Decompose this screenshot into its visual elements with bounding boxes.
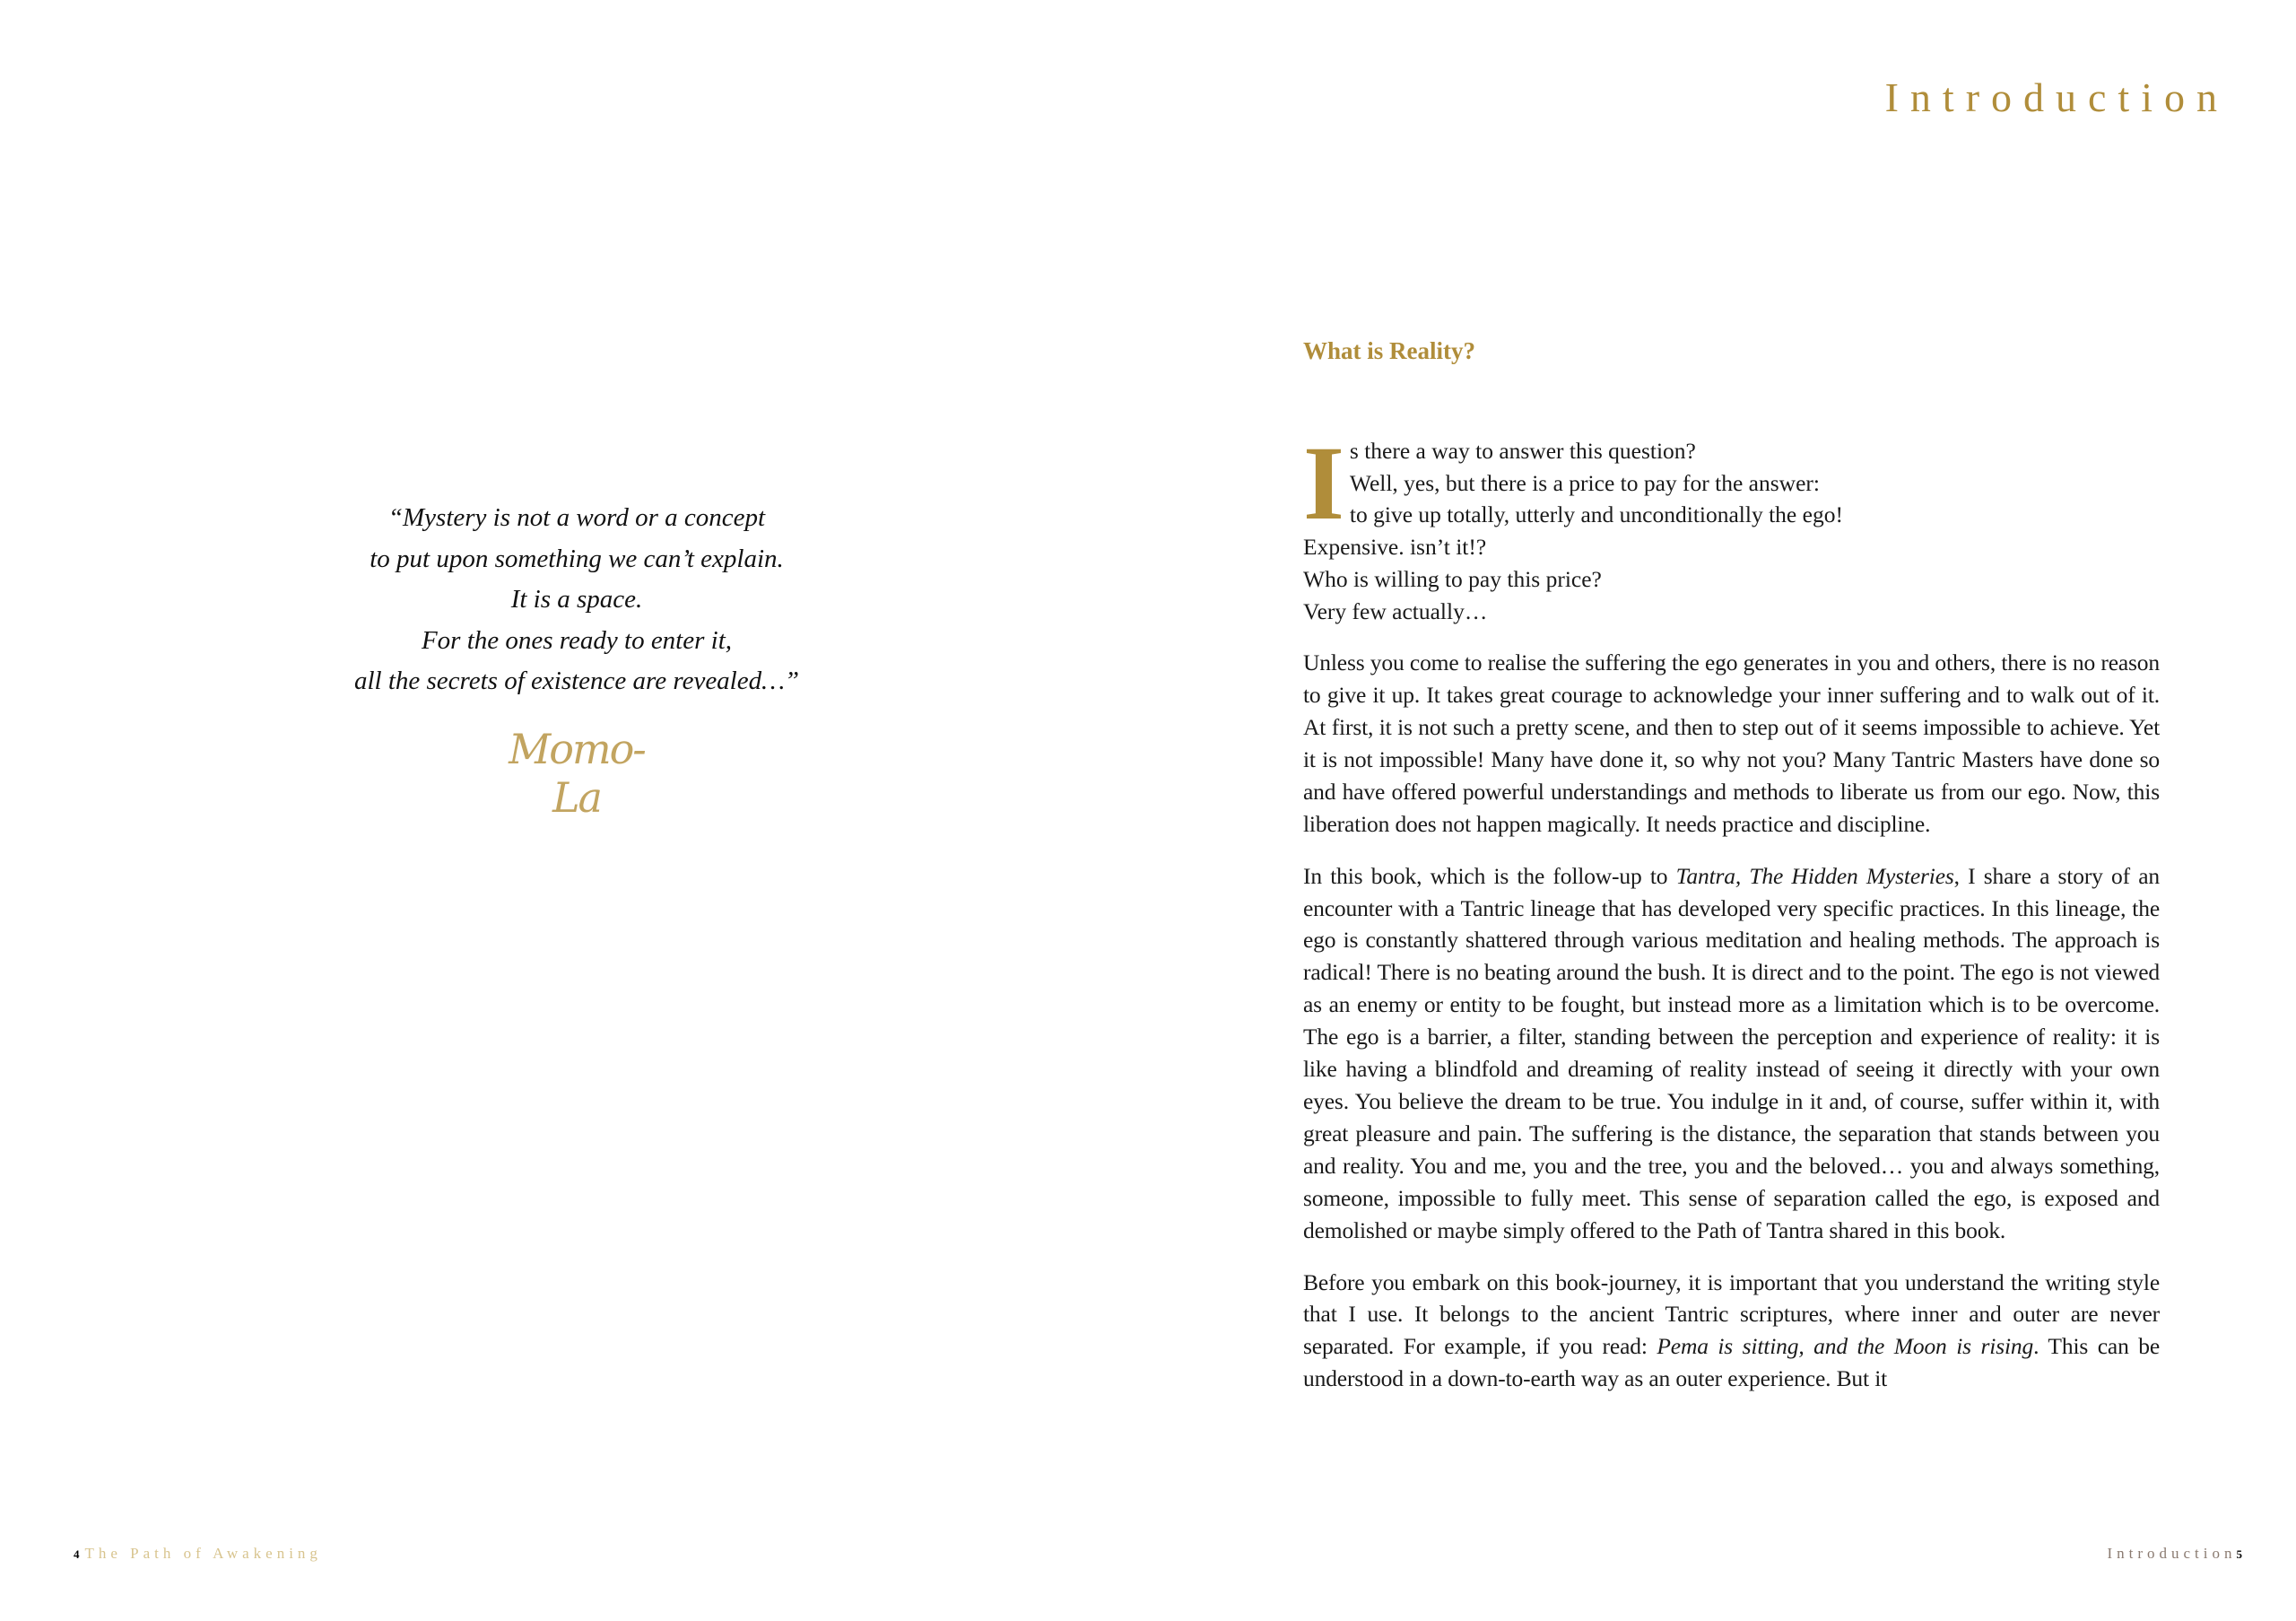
paragraph bbox=[1303, 1267, 2160, 1396]
signature: Momo-La bbox=[509, 725, 645, 822]
page-number: 4 bbox=[74, 1547, 80, 1561]
page-number: 5 bbox=[2236, 1547, 2242, 1561]
body-column bbox=[1303, 337, 2160, 1395]
text: , I share a story of an encounter with a Tantric lineage that has developed very specific practices. In this lineage, the ego is constantly shattered through various meditation and healing methods. The approach is radical! There is no beating around the bush. It is direct and to the point. The ego is not viewed as an enemy or entity to be fought, but instead more as a limitation which is to be overcome. The ego is a barrier, a filter, standing between the perception and experience of reality: it is like having a blindfold and dreaming of reality instead of seeing it directly with your own eyes. You believe the dream to be true. You indulge in it and, of course, suffer within it, with great pleasure and pain. The suffering is the distance, the separation that stands between you and reality. You and me, you and the tree, you and the beloved… you and always something, someone, impossible to fully meet. This sense of separation called the ego, is exposed and demolished or maybe simply offered to the Path of Tantra shared in this book. bbox=[1303, 862, 2160, 1243]
chapter-title: Introduction bbox=[1884, 74, 2229, 120]
left-footer bbox=[74, 1545, 322, 1563]
paragraph: Unless you come to realise the suffering the ego generates in you and others, there is no reason to give it up. It takes great courage to acknowledge your inner suffering and to walk out of it. At first, it is not such a pretty scene, and then to step out of it seems impossible to achieve. Yet it is not impossible! Many have done it, so why not you? Many Tantric Masters have done so and have offered powerful understandings and methods to liberate us from our ego. Now, this liberation does not happen magically. It needs practice and discipline. bbox=[1303, 649, 2160, 837]
intro-line: Expensive. isn’t it!? bbox=[1303, 534, 1487, 561]
text: In this book, which is the follow-up to bbox=[1303, 862, 1676, 889]
book-title: Tantra, The Hidden Mysteries bbox=[1675, 862, 1954, 889]
drop-cap: I bbox=[1303, 424, 1344, 542]
section-heading: What is Reality? bbox=[1303, 337, 1475, 364]
right-footer bbox=[2107, 1545, 2242, 1563]
intro-line: Who is willing to pay this price? bbox=[1303, 565, 1602, 592]
intro-line: Well, yes, but there is a price to pay for the answer: bbox=[1349, 469, 1820, 496]
epigraph-quote bbox=[308, 498, 846, 702]
paragraph bbox=[1303, 860, 2160, 1247]
intro-line: s there a way to answer this question? bbox=[1349, 438, 1696, 464]
quote-line: For the ones ready to enter it, bbox=[421, 625, 733, 655]
intro-block bbox=[1303, 424, 2160, 627]
running-title: Introduction bbox=[2107, 1545, 2237, 1562]
text: Before you embark on this book-journey, it is important that you understand the writing style that I use. It belongs to the ancient Tantric scriptures, where inner and outer are never separated. For example, if you read: bbox=[1303, 1268, 2160, 1360]
running-title: The Path of Awakening bbox=[84, 1545, 322, 1562]
quote-line: It is a space. bbox=[510, 585, 643, 614]
quote-line: to put upon something we can’t explain. bbox=[370, 544, 784, 573]
quote-line: all the secrets of existence are revealed…” bbox=[353, 667, 800, 695]
intro-line: to give up totally, utterly and unconditionally the ego! bbox=[1349, 501, 1843, 528]
text: . This can be understood in a down-to-earth way as an outer experience. But it bbox=[1303, 1333, 2160, 1392]
quote-line: “Mystery is not a word or a concept bbox=[387, 503, 766, 532]
intro-line: Very few actually… bbox=[1303, 597, 1488, 624]
example-text: Pema is sitting, and the Moon is rising bbox=[1657, 1333, 2034, 1360]
